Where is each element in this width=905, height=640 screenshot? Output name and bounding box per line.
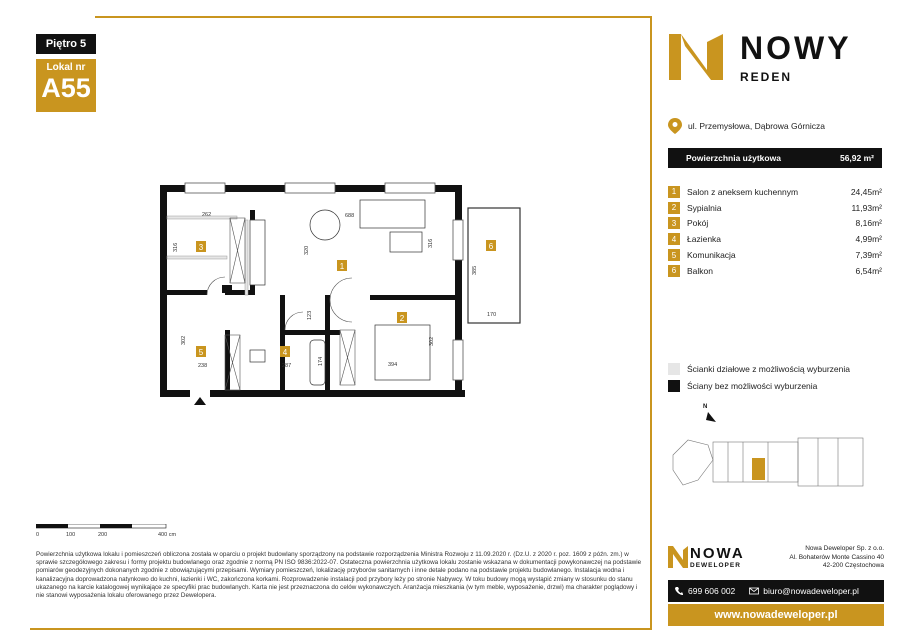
email-address: biuro@nowadeweloper.pl	[763, 586, 859, 596]
area-label: Powierzchnia użytkowa	[686, 153, 781, 163]
compass-arrow-icon	[706, 412, 716, 422]
scale-400: 400 cm	[158, 532, 177, 538]
dim-262: 262	[202, 212, 212, 218]
brand-subtitle: REDEN	[740, 70, 793, 84]
sofa	[360, 200, 425, 228]
dim-174: 174	[318, 356, 324, 366]
dim-170: 170	[487, 312, 497, 318]
legend-item	[668, 377, 850, 394]
phone-number: 699 606 002	[688, 586, 736, 596]
floor-plan	[150, 180, 530, 410]
email-contact[interactable]	[749, 586, 859, 596]
balcony-outline	[468, 208, 520, 323]
room-number: 4	[668, 233, 680, 245]
room-marker-6: 6	[488, 242, 494, 251]
dim-688: 688	[345, 213, 355, 219]
room-name: Salon z aneksem kuchennym	[687, 186, 799, 197]
room-area: 7,39m²	[855, 250, 882, 261]
dim-123: 123	[307, 310, 313, 320]
scale-bar	[36, 524, 186, 544]
coffee-table	[390, 232, 422, 252]
frame-line-bottom	[30, 628, 652, 630]
dim-320: 320	[304, 245, 310, 255]
nowy-reden-logo-icon	[667, 30, 737, 90]
dim-302-b: 302	[429, 336, 435, 346]
brand-name: NOWY	[740, 30, 852, 66]
room-marker-3: 3	[198, 243, 204, 252]
room-area: 11,93m²	[851, 202, 882, 213]
room-area: 24,45m²	[850, 186, 882, 197]
room-name: Balkon	[687, 265, 713, 276]
company-line: Al. Bohaterów Monte Cassino 40	[789, 553, 884, 561]
phone-icon	[674, 586, 684, 596]
area-header	[668, 148, 882, 168]
room-area: 8,16m²	[855, 218, 882, 229]
company-line: 42-200 Częstochowa	[822, 562, 884, 569]
scale-200: 200	[98, 532, 108, 538]
address-text: ul. Przemysłowa, Dąbrowa Górnicza	[688, 121, 825, 131]
list-item	[668, 247, 882, 263]
kitchen-counter	[250, 220, 265, 285]
legend-label: Ścianki działowe z możliwością wyburzenia	[687, 363, 850, 374]
dim-394: 394	[388, 362, 398, 368]
unit-location-highlight	[752, 458, 765, 480]
room-number: 6	[668, 265, 680, 277]
list-item	[668, 216, 882, 232]
location-pin-icon	[668, 118, 682, 134]
room-area: 4,99m²	[855, 234, 882, 245]
dining-table	[310, 210, 340, 240]
washbasin	[250, 350, 265, 362]
unit-number: A55	[41, 73, 91, 103]
room-marker-5: 5	[198, 348, 204, 357]
list-item	[668, 200, 882, 216]
room-number: 3	[668, 217, 680, 229]
building-key-plan	[668, 400, 883, 500]
room-area: 6,54m²	[855, 265, 882, 276]
dim-302-a: 302	[181, 335, 187, 345]
room-name: Sypialnia	[687, 202, 722, 213]
compass-label: N	[703, 404, 708, 410]
room-marker-2: 2	[399, 314, 405, 323]
dim-287: 287	[282, 363, 292, 369]
room-marker-4: 4	[282, 348, 288, 357]
developer-name: NOWA	[690, 545, 745, 562]
frame-line-top	[95, 16, 652, 18]
nowa-deweloper-logo-icon	[667, 544, 689, 570]
company-line: Nowa Deweloper Sp. z o.o.	[805, 545, 884, 552]
dim-316-a: 316	[173, 242, 179, 252]
unit-label: Lokal nr	[46, 62, 86, 73]
list-item	[668, 184, 882, 200]
phone-contact[interactable]	[674, 586, 735, 596]
room-name: Komunikacja	[687, 250, 736, 261]
room-marker-1: 1	[339, 262, 345, 271]
contact-bar	[668, 580, 884, 602]
list-item	[668, 231, 882, 247]
bed	[375, 325, 430, 380]
address	[668, 118, 825, 134]
floor-label: Piętro 5	[45, 38, 87, 50]
list-item	[668, 263, 882, 279]
legend-item	[668, 360, 850, 377]
shaft	[222, 285, 232, 293]
room-number: 1	[668, 186, 680, 198]
legend	[668, 360, 850, 394]
rooms-list	[668, 184, 882, 279]
room-name: Łazienka	[687, 234, 722, 245]
room-number: 2	[668, 202, 680, 214]
frame-line-right	[650, 16, 652, 630]
dim-238: 238	[198, 363, 208, 369]
unit-badge	[36, 59, 96, 112]
room-name: Pokój	[687, 218, 709, 229]
website-link[interactable]: www.nowadeweloper.pl	[668, 604, 884, 626]
mail-icon	[749, 586, 759, 596]
legend-swatch-light	[668, 363, 680, 375]
legend-swatch-dark	[668, 380, 680, 392]
developer-subtitle: DEWELOPER	[690, 562, 741, 569]
scale-100: 100	[66, 532, 76, 538]
dim-316-b: 316	[428, 238, 434, 248]
entrance-arrow	[194, 397, 206, 405]
room-number: 5	[668, 249, 680, 261]
floor-badge	[36, 34, 96, 54]
door-swings	[207, 277, 352, 330]
legend-label: Ściany bez możliwości wyburzenia	[687, 380, 818, 391]
scale-0: 0	[36, 532, 40, 538]
area-value: 56,92 m²	[839, 153, 874, 163]
company-info	[760, 545, 884, 571]
dim-385: 385	[472, 265, 478, 275]
disclaimer-text: Powierzchnia użytkowa lokalu i pomieszczeń obliczona została w oparciu o projekt budowlany sporządzony na podstawie rozporządzenia Ministra Rozwoju z 11.09.2020 r. (Dz.U. z 2020 r. poz. 1609 z późn. zm.) w sprawie szczegółowego zakresu i formy projektu budowlanego oraz zgodnie z normą PN ISO 9836:2022-07. Ostateczna powierzchnia użytkowa lokalu zostanie wskazana w dokumentacji powykonawczej na podstawie pomiarów geodezyjnych dokonanych zgodnie z obowiązującymi przepisami. Wymiary pomieszczeń, lokalizację przyborów sanitarnych i inne detale podano na podstawie projektu budowlanego. Instalacja wodna i kanalizacyjna doprowadzona natynkowo do kuchni, łazienki i WC, zakończona korkami. Rozprowadzenie instalacji pod przybory leży po stronie Nabywcy. W toku budowy mogą wystąpić zmiany w stosunku do stanu ukazanego na karcie katalogowej wynikające ze specyfiki prac budowlanych. Karta nie jest przeznaczona do celów wykonawczych. Aranżacja mieszkania (w tym meble, wyposażenie, drzwi) ma charakter poglądowy i nie stanowi wyposażenia lokalu oferowanego przez Dewelopera.	[36, 551, 642, 600]
